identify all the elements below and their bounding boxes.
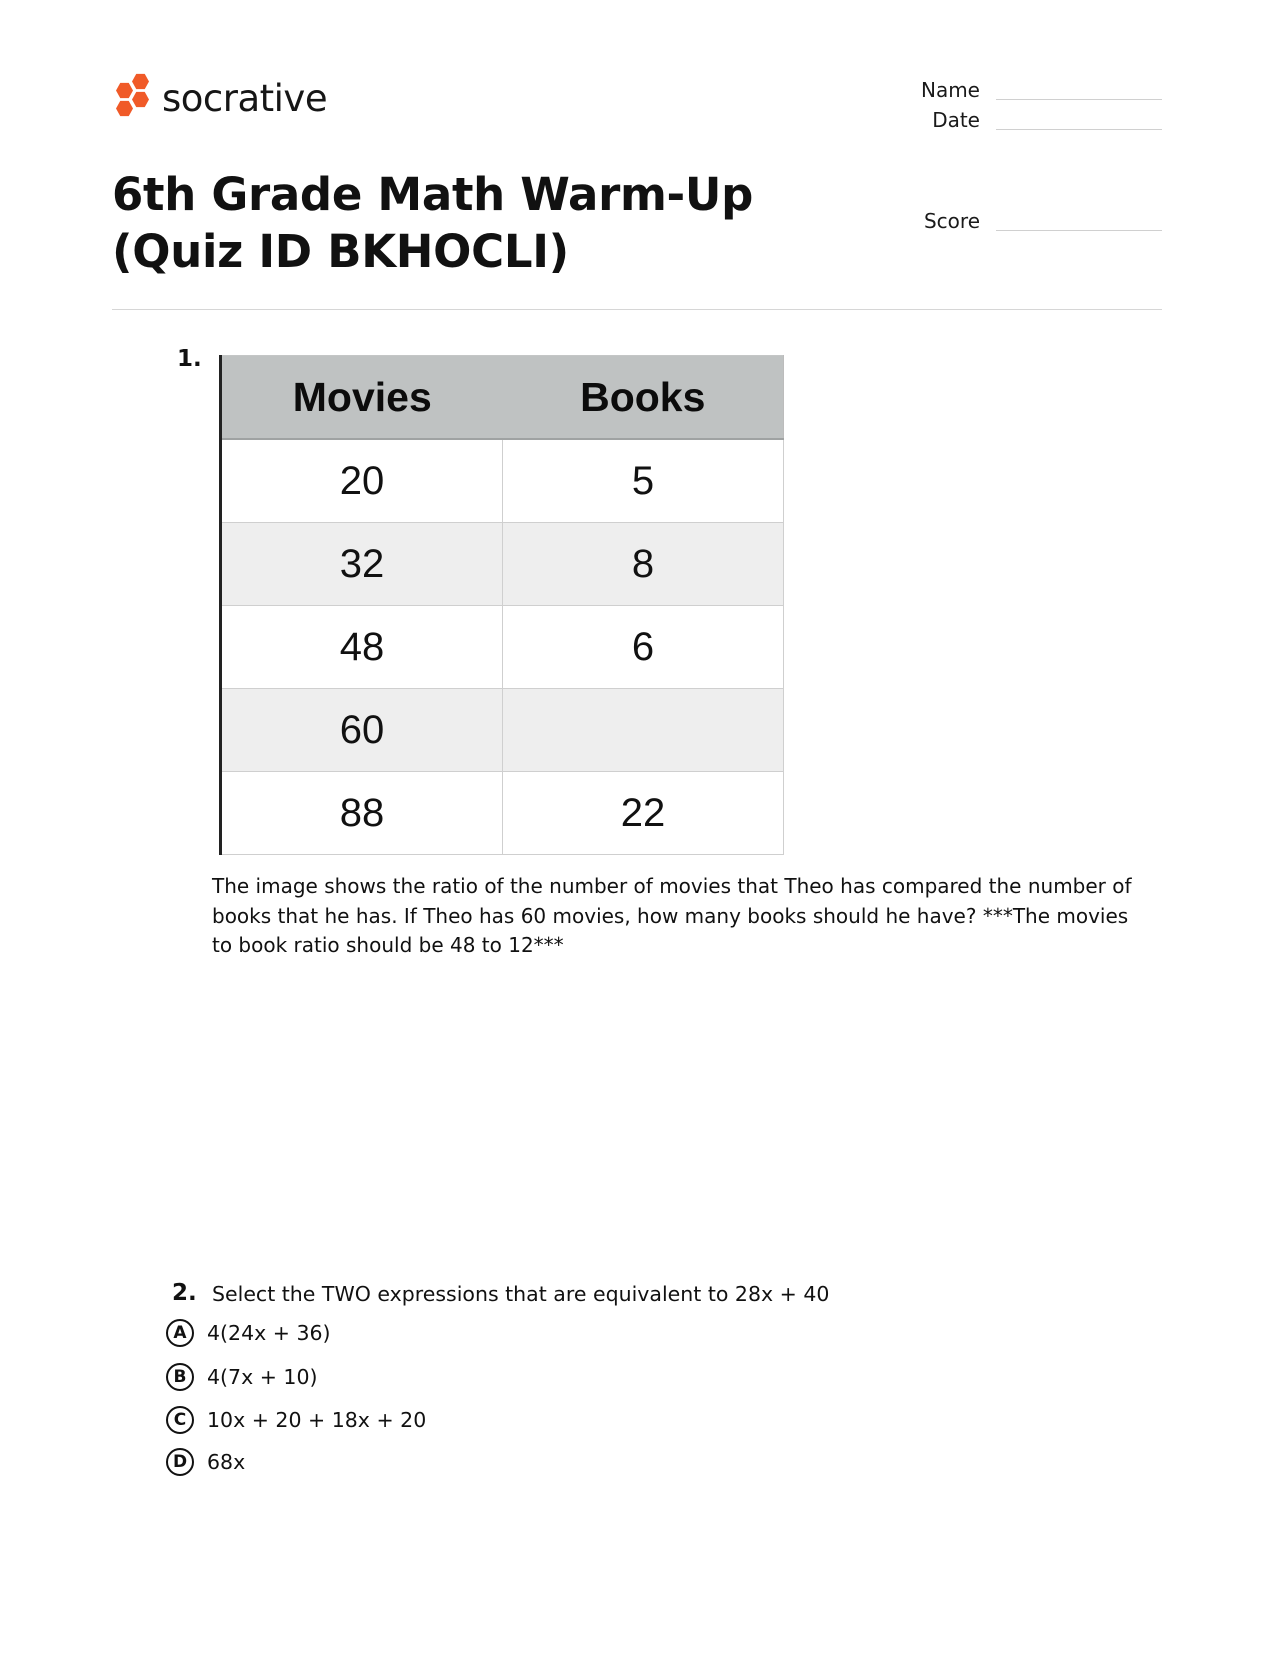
table-cell-books: 8	[503, 523, 784, 606]
question-2-number: 2.	[172, 1280, 197, 1306]
table-row	[221, 689, 784, 772]
table-row	[221, 772, 784, 855]
table-header-books: Books	[503, 356, 784, 440]
option-b[interactable]	[166, 1360, 318, 1394]
question-2-text: Select the TWO expressions that are equivalent to 28x + 40	[212, 1282, 830, 1306]
quiz-title: 6th Grade Math Warm-Up (Quiz ID BKHOCLI)	[112, 168, 754, 278]
table-cell-books: 5	[503, 439, 784, 523]
table-header-row	[221, 356, 784, 440]
score-label: Score	[923, 209, 980, 233]
table-cell-books: 6	[503, 606, 784, 689]
question-1-text: The image shows the ratio of the number of movies that Theo has compared the number of books that he has. If Theo has 60 movies, how many books should he have? ***The movies to book ratio should be 48 to 12***	[212, 874, 1132, 957]
score-field-line[interactable]	[996, 230, 1162, 231]
table-cell-movies: 20	[221, 439, 503, 523]
option-b-circle-icon[interactable]: B	[166, 1363, 194, 1391]
name-field-line[interactable]	[996, 99, 1162, 100]
brand-name: socrative	[162, 76, 328, 120]
option-a[interactable]	[166, 1316, 331, 1350]
option-d-circle-icon[interactable]: D	[166, 1448, 194, 1476]
option-c-circle-icon[interactable]: C	[166, 1406, 194, 1434]
option-b-text: 4(7x + 10)	[207, 1365, 318, 1389]
date-label: Date	[932, 108, 980, 132]
question-1-number: 1.	[177, 346, 202, 372]
table-row	[221, 606, 784, 689]
option-c-text: 10x + 20 + 18x + 20	[207, 1408, 427, 1432]
table-cell-movies: 48	[221, 606, 503, 689]
header-divider	[112, 309, 1162, 310]
option-d[interactable]	[166, 1445, 245, 1479]
table-row	[221, 523, 784, 606]
date-field-line[interactable]	[996, 129, 1162, 130]
table-row	[221, 439, 784, 523]
name-label: Name	[920, 78, 980, 102]
option-a-circle-icon[interactable]: A	[166, 1319, 194, 1347]
table-cell-movies: 32	[221, 523, 503, 606]
option-d-text: 68x	[207, 1450, 246, 1474]
table-cell-books-empty	[503, 689, 784, 772]
table-cell-movies: 88	[221, 772, 503, 855]
table-cell-movies: 60	[221, 689, 503, 772]
option-c[interactable]	[166, 1403, 426, 1437]
table-header-movies: Movies	[221, 356, 503, 440]
ratio-table	[219, 355, 784, 855]
table-cell-books: 22	[503, 772, 784, 855]
socrative-logo	[112, 72, 327, 124]
option-a-text: 4(24x + 36)	[207, 1321, 331, 1345]
socrative-hexagon-logo-icon	[112, 73, 152, 123]
